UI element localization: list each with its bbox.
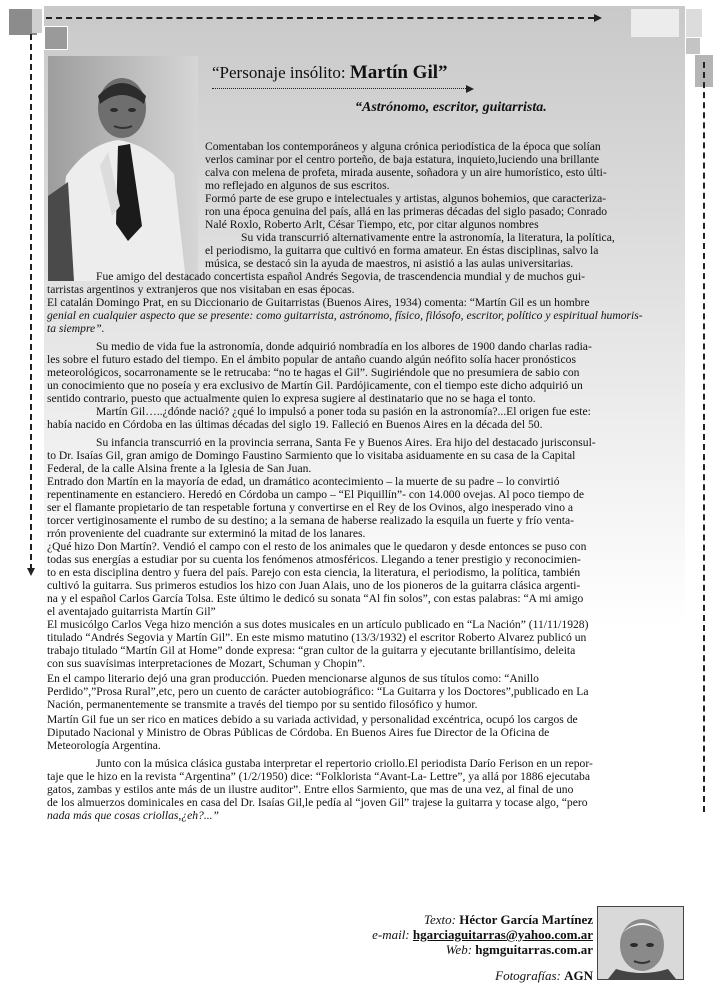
- arrow-right-icon: [466, 85, 474, 93]
- body-line: Su vida transcurrió alternativamente entre la astronomía, la literatura, la política,: [241, 231, 615, 244]
- body-line: rrón proveniente del cuadrante sur exterminó la mitad de los lanares.: [47, 527, 366, 540]
- corner-square-decoration: [686, 38, 700, 54]
- body-line: había nacido en Córdoba en las últimas décadas del siglo 19. Falleció en Buenos Aires en la década del 50.: [47, 418, 543, 431]
- body-line: Nación, permanentemente se transmite a través del tiempo por su sentido filosófico y humor.: [47, 698, 478, 711]
- body-line: to Dr. Isaías Gil, gran amigo de Domingo Faustino Sarmiento que lo visitaba asiduamente en su casa de la Capital: [47, 449, 576, 462]
- body-line: sentido contrario, puesto que actualmente quien lo expresa sugiere al destinatario que no se haga el tonto.: [47, 392, 536, 405]
- body-line: Perdido”,”Prosa Rural”,etc, pero un cuento de carácter autobiográfico: “La Guitarra y los Doctores”,publicado en La: [47, 685, 589, 698]
- body-line: genial en cualquier aspecto que se presente: como guitarrista, astrónomo, físico, filósofo, escritor, político y espiritual humoris-: [47, 309, 643, 322]
- body-line: ron una época genuina del país, allá en las primeras décadas del siglo pasado; Conrado: [205, 205, 608, 218]
- body-line: na y el español Carlos García Tolsa. Este último le dedicó su sonata “Al fin solos”, con estas palabras: “A mi amigo: [47, 592, 584, 605]
- body-line: ta siempre”.: [47, 322, 105, 335]
- body-line: Nalé Roxlo, Roberto Arlt, César Tiempo, etc, por citar algunos nombres: [205, 218, 539, 231]
- body-line: Junto con la música clásica gustaba interpretar el repertorio criollo.El periodista Darío Ferison en un repor-: [96, 757, 593, 770]
- credit-author-label: Texto:: [423, 912, 456, 927]
- email-link[interactable]: hgarciaguitarras@yahoo.com.ar: [412, 927, 593, 942]
- title-underline: [212, 88, 468, 89]
- body-line: El catalán Domingo Prat, en su Diccionario de Guitarristas (Buenos Aires, 1934) comenta: “Martín Gil es un hombre: [47, 296, 590, 309]
- page-subtitle: “Astrónomo, escritor, guitarrista.: [355, 100, 547, 115]
- body-line: todas sus energías a estudiar por su cuenta los fenómenos atmosféricos. Llegando a tener prestigio y reconocimien-: [47, 553, 581, 566]
- right-dashed-line: [703, 62, 705, 812]
- body-line: mo reflejado en algunos de sus escritos.: [205, 179, 390, 192]
- body-line: Diputado Nacional y Ministro de Obras Públicas de Córdoba. En Buenos Aires fue Director de la Oficina de: [47, 726, 550, 739]
- page-title: “Personaje insólito: Martín Gil”: [212, 62, 448, 83]
- body-line: les sobre el futuro estado del tiempo. En el ámbito popular de antaño cuando algún neófito solía hacer pronósticos: [47, 353, 576, 366]
- body-line: Fue amigo del destacado concertista español Andrés Segovia, de trascendencia mundial y de muchos gui-: [96, 270, 586, 283]
- body-line: Su infancia transcurrió en la provincia serrana, Santa Fe y Buenos Aires. Era hijo del destacado jurisconsul-: [96, 436, 596, 449]
- body-line: to en esta disciplina dentro y fuera del país. Parejo con esta ciencia, la literatura, el periodismo, la política, también: [47, 566, 581, 579]
- body-line: Entrado don Martín en la mayoría de edad, un dramático acontecimiento – la muerte de su padre – lo convirtió: [47, 475, 560, 488]
- credit-web: [446, 942, 593, 958]
- corner-square-decoration: [686, 9, 702, 37]
- top-dashed-line: [46, 17, 594, 19]
- body-line: cultivó la guitarra. Sus primeros estudios los hizo con Juan Alais, uno de los pioneros de la guitarra clásica argenti-: [47, 579, 581, 592]
- body-line: música, se destacó sin la ayuda de maestros, ni asistió a las aulas universitarias.: [205, 257, 574, 270]
- body-line: Martín Gil fue un ser rico en matices debido a su variada actividad, y personalidad excéntrica, ocupó los cargos de: [47, 713, 578, 726]
- body-line: Federal, de la calle Alsina frente a la Iglesia de San Juan.: [47, 462, 312, 475]
- body-line: el aventajado guitarrista Martín Gil”: [47, 605, 216, 618]
- martin-gil-photo: [48, 56, 198, 281]
- corner-square-decoration: [631, 9, 679, 37]
- body-line: Su medio de vida fue la astronomía, donde adquirió nombradía en los albores de 1900 dando charlas radia-: [96, 340, 592, 353]
- arrow-right-icon: [594, 14, 602, 22]
- body-line: verlos caminar por el centro porteño, de baja estatura, inquieto,luciendo una brillante: [205, 153, 600, 166]
- body-line: nada más que cosas criollas,¿eh?...”: [47, 809, 219, 822]
- body-line: de los almuerzos dominicales en casa del Dr. Isaías Gil,le pedía al “joven Gil” trajese la guitarra y tocase algo, “pero: [47, 796, 588, 809]
- body-line: torcer vertiginosamente el rumbo de su destino; a la semana de haberse realizado la esquila un fuerte y frío venta-: [47, 514, 574, 527]
- left-dashed-line: [30, 34, 32, 570]
- body-line: Meteorología Argentina.: [47, 739, 161, 752]
- arrow-down-icon: [27, 568, 35, 576]
- body-line: calva con melena de profeta, mirada ausente, soñadora y un aire humorístico, esto últi-: [205, 166, 607, 179]
- credit-photos-label: Fotografías:: [495, 968, 561, 983]
- credit-photos: [495, 968, 593, 984]
- body-line: titulado “Andrés Segovia y Martín Gil”. En este mismo matutino (13/3/1932) el escritor Roberto Alvarez publicó un: [47, 631, 587, 644]
- credit-web-label: Web:: [445, 942, 473, 957]
- body-line: ser el flamante propietario de tan respetable fortuna y convertirse en el Rey de los Ovinos, algo inesperado vino a: [47, 501, 574, 514]
- body-line: con sus suavísimas interpretaciones de Mozart, Schuman y Chopin”.: [47, 657, 366, 670]
- credit-author-name: Héctor García Martínez: [459, 912, 593, 927]
- body-line: ¿Qué hizo Don Martín?. Vendió el campo con el resto de los animales que le quedaron y desde entonces se puso con: [47, 540, 587, 553]
- body-line: meteorológicos, socarronamente se le retrucaba: “no te hagas el Gil”. Sugiriéndole que no presumiera de sabio con: [47, 366, 580, 379]
- body-line: un conocimiento que no poseía y era exclusivo de Martín Gil. Pardójicamente, con el tiempo este dicho adquirió un: [47, 379, 583, 392]
- body-line: Martín Gil…..¿dónde nació? ¿qué lo impulsó a poner toda su pasión en la astronomía?...El origen fue este:: [96, 405, 591, 418]
- body-line: gatos, zambas y estilos ante más de un ilustre auditor”. Entre ellos Sarmiento, que mas de una vez, al final de uno: [47, 783, 574, 796]
- body-line: Formó parte de ese grupo e intelectuales y artistas, algunos bohemios, que caracteriza-: [205, 192, 607, 205]
- body-line: el periodismo, la guitarra que cultivó en forma amateur. En éstas disciplinas, salvo la: [205, 244, 599, 257]
- corner-square-decoration: [32, 9, 42, 33]
- body-line: Comentaban los contemporáneos y alguna crónica periodística de la época que solían: [205, 140, 601, 153]
- web-link[interactable]: hgmguitarras.com.ar: [475, 942, 593, 957]
- body-line: tarristas argentinos y extranjeros que nos visitaban en esas épocas.: [47, 283, 355, 296]
- credit-email-label: e-mail:: [372, 927, 410, 942]
- body-line: En el campo literario dejó una gran producción. Pueden mencionarse algunos de sus títulos como: “Anillo: [47, 672, 539, 685]
- corner-square-decoration: [44, 26, 68, 50]
- author-photo: [597, 906, 684, 980]
- body-line: taje que le hizo en la revista “Argentina” (1/2/1950) dice: “Folklorista “Avant-La- Lettre”, ya allá por 1886 ejecutaba: [47, 770, 590, 783]
- credit-email: [372, 927, 593, 943]
- body-line: El musicólgo Carlos Vega hizo mención a sus dotes musicales en un artículo publicado en “La Nación” (11/11/1928): [47, 618, 589, 631]
- credit-author: [424, 912, 593, 928]
- credit-photos-value: AGN: [564, 968, 593, 983]
- body-line: repentinamente en estanciero. Heredó en Córdoba un campo – “El Piquillín”- con 14.000 ovejas. Al poco tiempo de: [47, 488, 585, 501]
- body-line: trabajo titulado “Martín Gil at Home” donde expresa: “gran cultor de la guitarra y ejecutante brillantísimo, deleita: [47, 644, 576, 657]
